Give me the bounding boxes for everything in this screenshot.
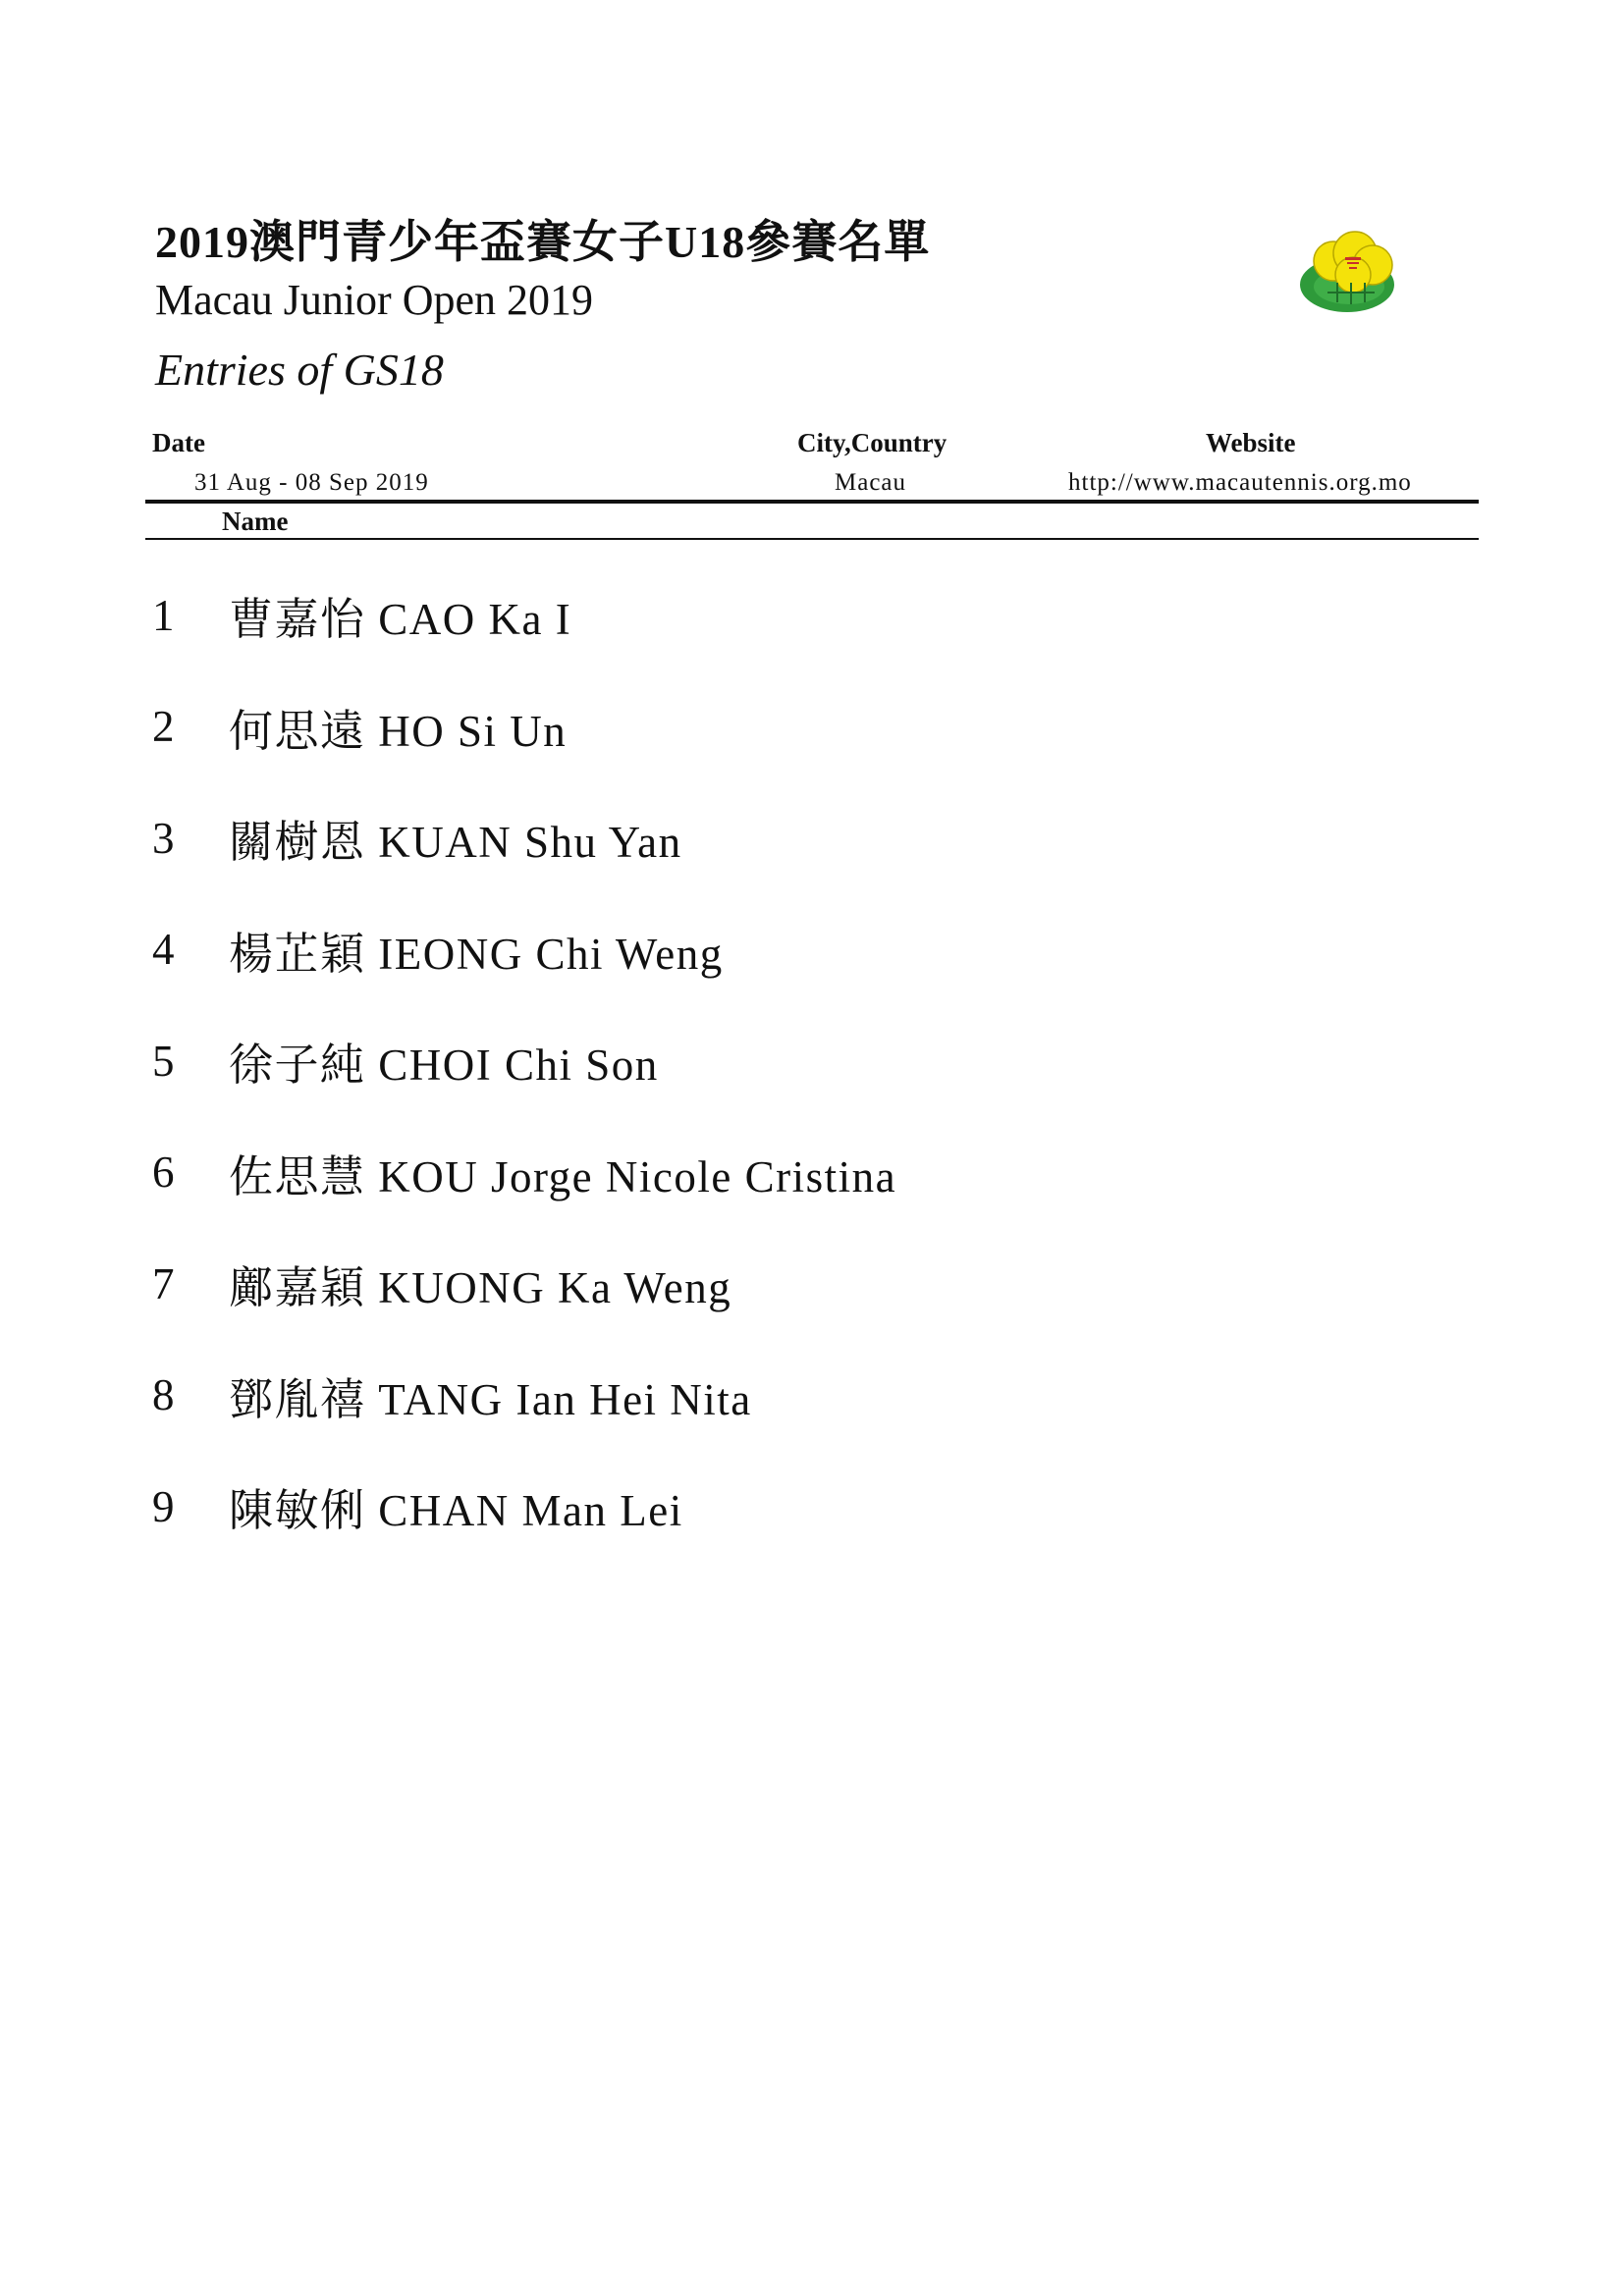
list-item — [152, 1117, 1429, 1229]
entry-number: 1 — [152, 590, 176, 640]
header-divider-thin — [145, 538, 1479, 540]
date-value: 31 Aug - 08 Sep 2019 — [194, 469, 429, 496]
entry-player-name: 曹嘉怡 CAO Ka I — [229, 595, 572, 645]
list-item — [152, 1451, 1429, 1563]
tennis-association-logo-icon — [1298, 224, 1400, 318]
entry-player-name: 徐子純 CHOI Chi Son — [229, 1041, 659, 1091]
entry-number: 9 — [152, 1481, 176, 1531]
page-subtitle: Entries of GS18 — [155, 345, 444, 395]
entries-list — [152, 560, 1429, 1563]
page-title-chinese: 2019澳門青少年盃賽女子U18參賽名單 — [155, 217, 931, 267]
list-item — [152, 782, 1429, 894]
date-label: Date — [152, 428, 205, 457]
entry-player-name: 鄺嘉穎 KUONG Ka Weng — [229, 1263, 732, 1313]
entry-player-name: 鄧胤禧 TANG Ian Hei Nita — [229, 1374, 752, 1424]
list-item — [152, 560, 1429, 671]
entry-player-name: 何思遠 HO Si Un — [229, 706, 568, 756]
entry-number: 2 — [152, 702, 176, 752]
entry-number: 3 — [152, 813, 176, 863]
list-item — [152, 1005, 1429, 1117]
entry-player-name: 楊芷穎 IEONG Chi Weng — [229, 929, 724, 979]
list-item — [152, 1340, 1429, 1452]
website-value: http://www.macautennis.org.mo — [1068, 469, 1412, 496]
entry-number: 8 — [152, 1370, 176, 1420]
entry-number: 6 — [152, 1148, 176, 1198]
page-title-english: Macau Junior Open 2019 — [155, 276, 594, 324]
entry-player-name: 陳敏俐 CHAN Man Lei — [229, 1486, 683, 1536]
website-label: Website — [1206, 428, 1296, 457]
list-item — [152, 894, 1429, 1006]
city-country-label: City,Country — [797, 428, 947, 457]
entry-number: 4 — [152, 925, 176, 975]
entry-number: 5 — [152, 1036, 176, 1086]
entry-player-name: 關樹恩 KUAN Shu Yan — [229, 818, 682, 868]
entry-number: 7 — [152, 1258, 176, 1308]
list-item — [152, 671, 1429, 783]
list-item — [152, 1228, 1429, 1340]
name-column-header: Name — [222, 507, 289, 536]
entry-player-name: 佐思慧 KOU Jorge Nicole Cristina — [229, 1151, 897, 1201]
city-country-value: Macau — [835, 469, 907, 496]
header-divider-thick — [145, 500, 1479, 504]
